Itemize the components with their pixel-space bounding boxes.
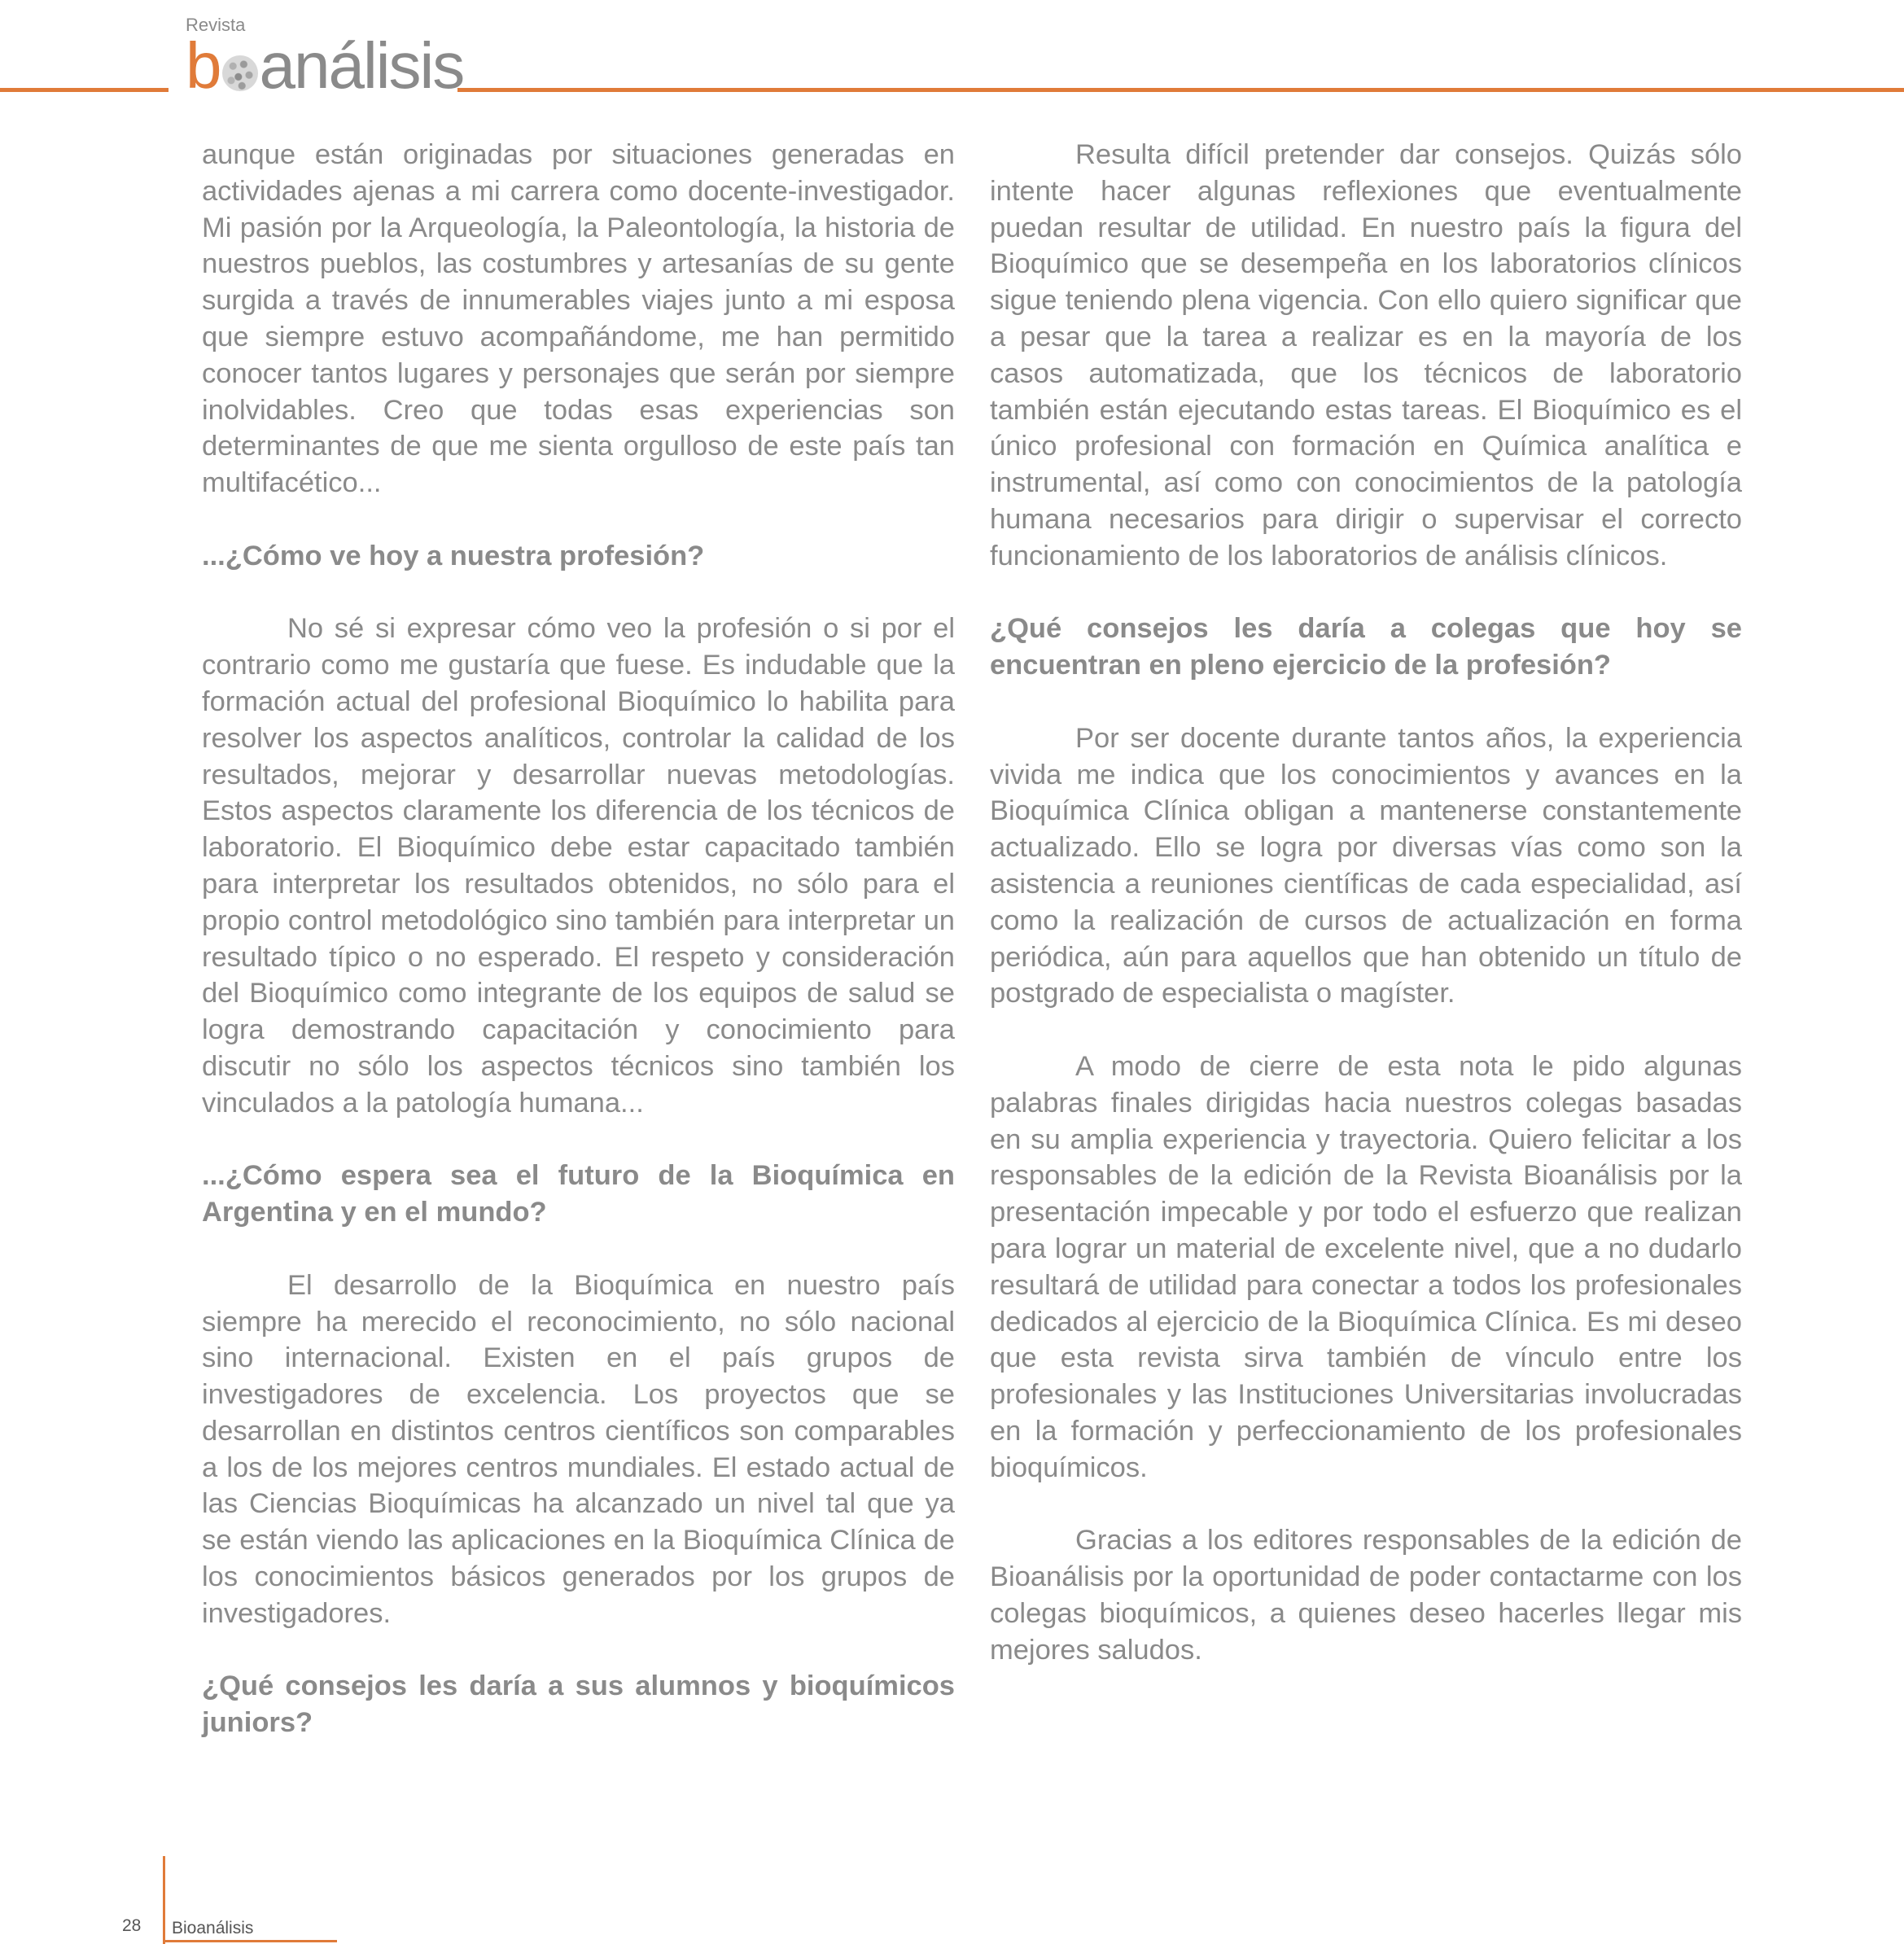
left-column — [202, 137, 955, 1778]
right-paragraph-3: A modo de cierre de esta nota le pido algunas palabras finales dirigidas hacia nuestros colegas basadas en su amplia experiencia y trayectoria. Quiero felicitar a los responsables de la edición de la Revista Bioanálisis por la presentación impecable y por todo el esfuerzo que realizan para lograr un material de excelente nivel, que a no dudarlo resultará de utilidad para conectar a todos los profesionales dedicados al ejercicio de la Bioquímica Clínica. Es mi deseo que esta revista sirva también de vínculo entre los profesionales y las Instituciones Universitarias involucradas en la formación y perfeccionamiento de los profesionales bioquímicos. — [990, 1050, 1742, 1483]
left-question-1: ...¿Cómo ve hoy a nuestra profesión? — [202, 540, 705, 571]
left-question-2: ...¿Cómo espera sea el futuro de la Bioquímica en Argentina y en el mundo? — [202, 1160, 955, 1228]
right-column — [990, 137, 1742, 1705]
right-paragraph-2: Por ser docente durante tantos años, la experiencia vivida me indica que los conocimientos y avances en la Bioquímica Clínica obligan a mantenerse constantemente actualizado. Ello se logra por diversas vías como son la asistencia a reuniones científicas de cada especialidad, así como la realización de cursos de actualización en forma periódica, aún para aquellos que han obtenido un título de postgrado de especialista o magíster. — [990, 722, 1742, 1009]
left-paragraph-3: El desarrollo de la Bioquímica en nuestro país siempre ha merecido el reconocimiento, no sólo nacional sino internacional. Existen en el país grupos de investigadores de excelencia. Los proyectos que se desarrollan en distintos centros científicos son comparables a los de los mejores centros mundiales. El estado actual de las Ciencias Bioquímicas ha alcanzado un nivel tal que ya se están viendo las aplicaciones en la Bioquímica Clínica de los conocimientos básicos generados por los grupos de investigadores. — [202, 1269, 955, 1629]
page-number: 28 — [122, 1916, 142, 1935]
header-rule-left — [0, 88, 169, 92]
left-paragraph-2: No sé si expresar cómo veo la profesión o si por el contrario como me gustaría que fuese. Es indudable que la formación actual del profesional Bioquímico lo habilita para resolver los aspectos analíticos, controlar la calidad de los resultados, mejorar y desarrollar nuevas metodologías. Estos aspectos claramente los diferencia de los técnicos de laboratorio. El Bioquímico debe estar capacitado también para interpretar los resultados obtenidos, no sólo para el propio control metodológico sino también para interpretar un resultado típico o no esperado. El respeto y consideración del Bioquímico como integrante de los equipos de salud se logra demostrando capacitación y conocimiento para discutir no sólo los aspectos técnicos sino también los vinculados a la patología humana... — [202, 613, 955, 1119]
footer-vertical-rule — [163, 1856, 165, 1944]
wordmark-rest: análisis — [259, 29, 464, 102]
magazine-logo — [186, 15, 464, 102]
globe-dot-icon — [222, 55, 258, 91]
header-rule-right — [457, 88, 1904, 92]
right-paragraph-1: Resulta difícil pretender dar consejos. Quizás sólo intente hacer algunas reflexiones que eventualmente puedan resultar de utilidad. En nuestro país la figura del Bioquímico que se desempeña en los laboratorios clínicos sigue teniendo plena vigencia. Con ello quiero significar que a pesar que la tarea a realizar es en la mayoría de los casos automatizada, que los técnicos de laboratorio también están ejecutando estas tareas. El Bioquímico es el único profesional con formación en Química analítica e instrumental, así como con conocimientos de la patología humana necesarios para dirigir o supervisar el correcto funcionamiento de los laboratorios de análisis clínicos. — [990, 139, 1742, 571]
right-question-1: ¿Qué consejos les daría a colegas que hoy se encuentran en pleno ejercicio de la profesión? — [990, 613, 1742, 681]
footer-horizontal-rule — [163, 1940, 337, 1942]
footer-publication-name: Bioanálisis — [172, 1919, 254, 1937]
magazine-wordmark — [186, 31, 463, 101]
wordmark-b: b — [186, 29, 221, 102]
left-question-3: ¿Qué consejos les daría a sus alumnos y bioquímicos juniors? — [202, 1670, 955, 1739]
magazine-label: Revista — [186, 15, 246, 35]
right-paragraph-4: Gracias a los editores responsables de la edición de Bioanálisis por la oportunidad de poder contactarme con los colegas bioquímicos, a quienes deseo hacerles llegar mis mejores saludos. — [990, 1525, 1742, 1666]
left-paragraph-1: aunque están originadas por situaciones generadas en actividades ajenas a mi carrera como docente-investigador. Mi pasión por la Arqueología, la Paleontología, la historia de nuestros pueblos, las costumbres y artesanías de su gente surgida a través de innumerables viajes junto a mi esposa que siempre estuvo acompañándome, me han permitido conocer tantos lugares y personajes que serán por siempre inolvidables. Creo que todas esas experiencias son determinantes de que me sienta orgulloso de este país tan multifacético... — [202, 139, 955, 499]
